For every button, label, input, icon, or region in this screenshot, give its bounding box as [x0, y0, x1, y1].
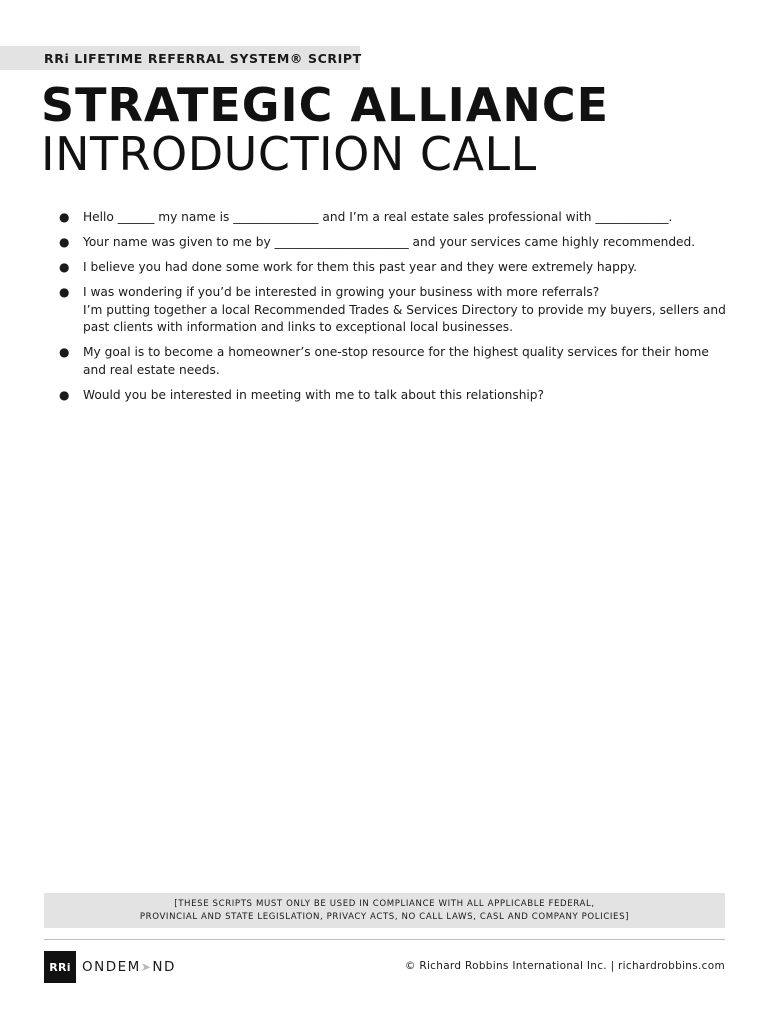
bullet-icon: ●: [59, 285, 70, 299]
list-item: [59, 387, 731, 405]
bullet-text: Your name was given to me by ______________________ and your services came highly recommended.: [83, 235, 696, 249]
script-bullet-list: [59, 209, 731, 412]
bullet-text: My goal is to become a homeowner’s one-stop resource for the highest quality services for their home and real estate needs.: [83, 345, 709, 377]
footer-divider: [44, 939, 725, 940]
compliance-notice-line-1: [THESE SCRIPTS MUST ONLY BE USED IN COMPLIANCE WITH ALL APPLICABLE FEDERAL,: [174, 899, 595, 909]
bullet-icon: ●: [59, 387, 70, 402]
ondemand-logo: [82, 959, 176, 975]
ondemand-logo-part-2: ND: [152, 959, 176, 975]
bullet-text: I was wondering if you’d be interested in growing your business with more referrals?: [83, 285, 600, 299]
copyright-text: © Richard Robbins International Inc. | richardrobbins.com: [404, 960, 725, 972]
bullet-icon: ●: [59, 345, 70, 359]
list-item: [59, 259, 731, 277]
bullet-text: Hello ______ my name is ______________ and I’m a real estate sales professional with ____________.: [83, 210, 673, 224]
cursor-arrow-icon: ➤: [140, 960, 153, 974]
ondemand-logo-part-1: ONDEM: [82, 959, 141, 975]
page-title-line-1: STRATEGIC ALLIANCE: [41, 78, 610, 132]
script-series-label: RRi LIFETIME REFERRAL SYSTEM® SCRIPT: [44, 51, 362, 66]
list-item: [59, 344, 731, 379]
compliance-notice-line-2: PROVINCIAL AND STATE LEGISLATION, PRIVACY ACTS, NO CALL LAWS, CASL AND COMPANY POLICIES]: [139, 911, 630, 922]
bullet-icon: ●: [59, 210, 70, 224]
bullet-icon: ●: [59, 235, 70, 249]
rri-logo: RRi: [44, 951, 76, 983]
bullet-text: I’m putting together a local Recommended Trades & Services Directory to provide my buyers, sellers and past clients with information and links to exceptional local businesses.: [83, 302, 726, 334]
bullet-text: I believe you had done some work for them this past year and they were extremely happy.: [83, 260, 637, 274]
bullet-text: Would you be interested in meeting with me to talk about this relationship?: [83, 387, 545, 402]
page-title-line-2: INTRODUCTION CALL: [41, 127, 537, 181]
compliance-notice: [44, 893, 725, 928]
list-item: [59, 234, 731, 252]
bullet-icon: ●: [59, 260, 70, 274]
list-item: [59, 284, 731, 337]
list-item: [59, 209, 731, 227]
